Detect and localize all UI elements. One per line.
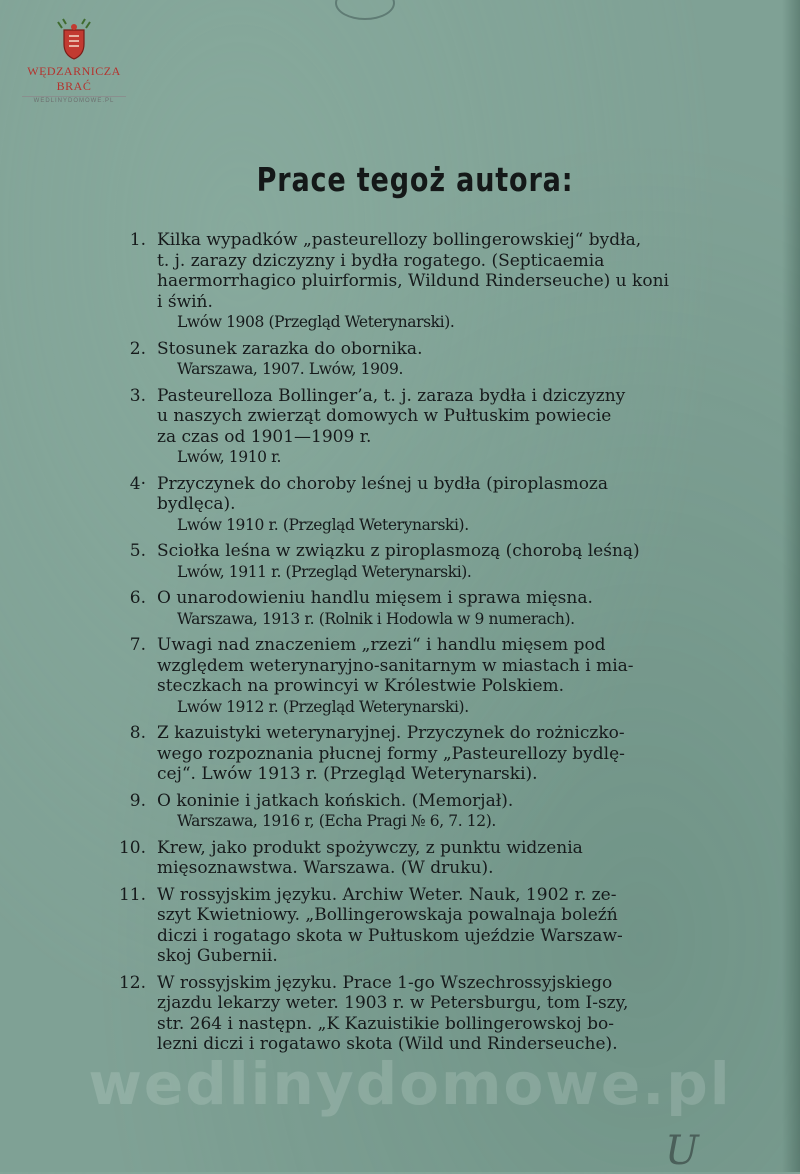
pencil-mark: U (665, 1128, 699, 1174)
list-item (110, 386, 730, 468)
text-line: lezni diczi i rogatawo skota (Wild und Rinderseuche). (157, 1034, 618, 1054)
list-item-text (157, 885, 730, 967)
list-item (110, 635, 730, 717)
list-item-text (157, 838, 730, 879)
list-item (110, 230, 730, 333)
list-item-number: 8. (129, 723, 146, 743)
list-item (110, 838, 730, 879)
list-item-text (157, 474, 730, 536)
text-line: zjazdu lekarzy weter. 1903 r. w Petersburgu, tom I-szy, (157, 993, 629, 1013)
list-item-text (157, 723, 730, 785)
citation: Lwów 1912 r. (Przegląd Weterynarski). (177, 697, 469, 716)
list-item-number: 12. (118, 972, 146, 993)
list-item-text (157, 386, 730, 468)
list-item-text (157, 230, 730, 333)
library-stamp (335, 0, 395, 20)
list-item-number: 4· (129, 473, 146, 494)
text-line: Uwagi nad znaczeniem „rzezi“ i handlu mięsem pod (157, 635, 606, 655)
text-line: względem weterynaryjno-sanitarnym w miastach i mia- (157, 655, 634, 676)
text-line: t. j. zarazy dziczyzny i bydła rogatego. (Septicaemia (157, 250, 605, 271)
text-line: W rossyjskim języku. Archiw Weter. Nauk, 1902 r. ze- (157, 884, 617, 905)
text-line: wego rozpoznania płucnej formy „Pasteurellozy bydlę- (157, 743, 625, 764)
text-line: diczi i rogatago skota w Pułtuskom ujeździe Warszaw- (157, 925, 623, 946)
page-title: Prace tegoż autora: (256, 160, 574, 199)
text-line: u naszych zwierząt domowych w Pułtuskim powiecie (157, 406, 612, 426)
text-line: Stosunek zarazka do obornika. (157, 338, 423, 359)
text-line: bydlęca). (157, 494, 236, 514)
publication-list (110, 230, 730, 1061)
page-edge-shadow (782, 0, 800, 1172)
list-item-text (157, 339, 730, 380)
text-line: steczkach na prowincyi w Królestwie Polskiem. (157, 676, 565, 696)
citation: Lwów, 1910 r. (177, 448, 281, 466)
text-line: Pasteurelloza Bollinger’a, t. j. zaraza bydła i dziczyzny (157, 385, 626, 406)
list-item-number: 5. (129, 541, 146, 561)
text-line: Sciołka leśna w związku z piroplasmozą (chorobą leśną) (157, 541, 640, 561)
coat-of-arms-icon (54, 18, 94, 62)
text-line: W rossyjskim języku. Prace 1-go Wszechrossyjskiego (157, 972, 613, 993)
text-line: Z kazuistyki weterynaryjnej. Przyczynek do rożniczko- (157, 723, 625, 743)
citation: Lwów, 1911 r. (Przegląd Weterynarski). (177, 562, 472, 581)
citation: Lwów 1910 r. (Przegląd Weterynarski). (177, 515, 469, 534)
list-item (110, 541, 730, 582)
text-line: str. 264 i następn. „K Kazuistikie bollingerowskoj bo- (157, 1013, 614, 1034)
list-item-number: 9. (129, 790, 146, 811)
list-item (110, 474, 730, 536)
text-line: szyt Kwietniowy. „Bollingerowskaja powalnaja boleźń (157, 905, 618, 925)
list-item-number: 10. (118, 837, 146, 858)
list-item (110, 339, 730, 380)
text-line: za czas od 1901—1909 r. (157, 426, 372, 447)
list-item-number: 7. (129, 635, 146, 655)
logo-url: WEDLINYDOMOWE.PL (22, 96, 126, 104)
citation: Warszawa, 1916 r, (Echa Pragi № 6, 7. 12). (177, 812, 496, 830)
watermark: wedlinydomowe.pl (88, 1050, 732, 1118)
citation: Warszawa, 1907. Lwów, 1909. (177, 360, 404, 378)
list-item-text (157, 635, 730, 717)
list-item-number: 6. (129, 588, 146, 608)
logo-name: WĘDZARNICZA BRAĆ (27, 64, 121, 93)
text-line: Przyczynek do choroby leśnej u bydła (piroplasmoza (157, 473, 609, 494)
text-line: O koninie i jatkach końskich. (Memorjał). (157, 790, 514, 811)
text-line: Krew, jako produkt spożywczy, z punktu widzenia (157, 837, 583, 858)
list-item-text (157, 541, 730, 582)
list-item (110, 885, 730, 967)
text-line: mięsoznawstwa. Warszawa. (W druku). (157, 858, 494, 878)
citation: Lwów 1908 (Przegląd Weterynarski). (177, 313, 455, 331)
list-item (110, 791, 730, 832)
list-item (110, 723, 730, 785)
text-line: Kilka wypadków „pasteurellozy bollingerowskiej“ bydła, (157, 230, 642, 250)
text-line: haermorrhagico pluirformis, Wildund Rinderseuche) u koni (157, 271, 669, 291)
list-item-text (157, 791, 730, 832)
list-item-number: 2. (129, 338, 146, 359)
list-item-number: 3. (129, 385, 146, 406)
list-item-text (157, 588, 730, 629)
list-item-number: 1. (129, 230, 146, 250)
text-line: i świń. (157, 291, 213, 312)
list-item (110, 588, 730, 629)
list-item (110, 973, 730, 1055)
text-line: cej“. Lwów 1913 r. (Przegląd Weterynarski). (157, 764, 538, 784)
citation: Warszawa, 1913 r. (Rolnik i Hodowla w 9 numerach). (177, 609, 575, 628)
list-item-text (157, 973, 730, 1055)
text-line: O unarodowieniu handlu mięsem i sprawa mięsna. (157, 588, 593, 608)
text-line: skoj Gubernii. (157, 946, 278, 966)
list-item-number: 11. (118, 884, 146, 905)
site-logo[interactable] (14, 18, 134, 104)
